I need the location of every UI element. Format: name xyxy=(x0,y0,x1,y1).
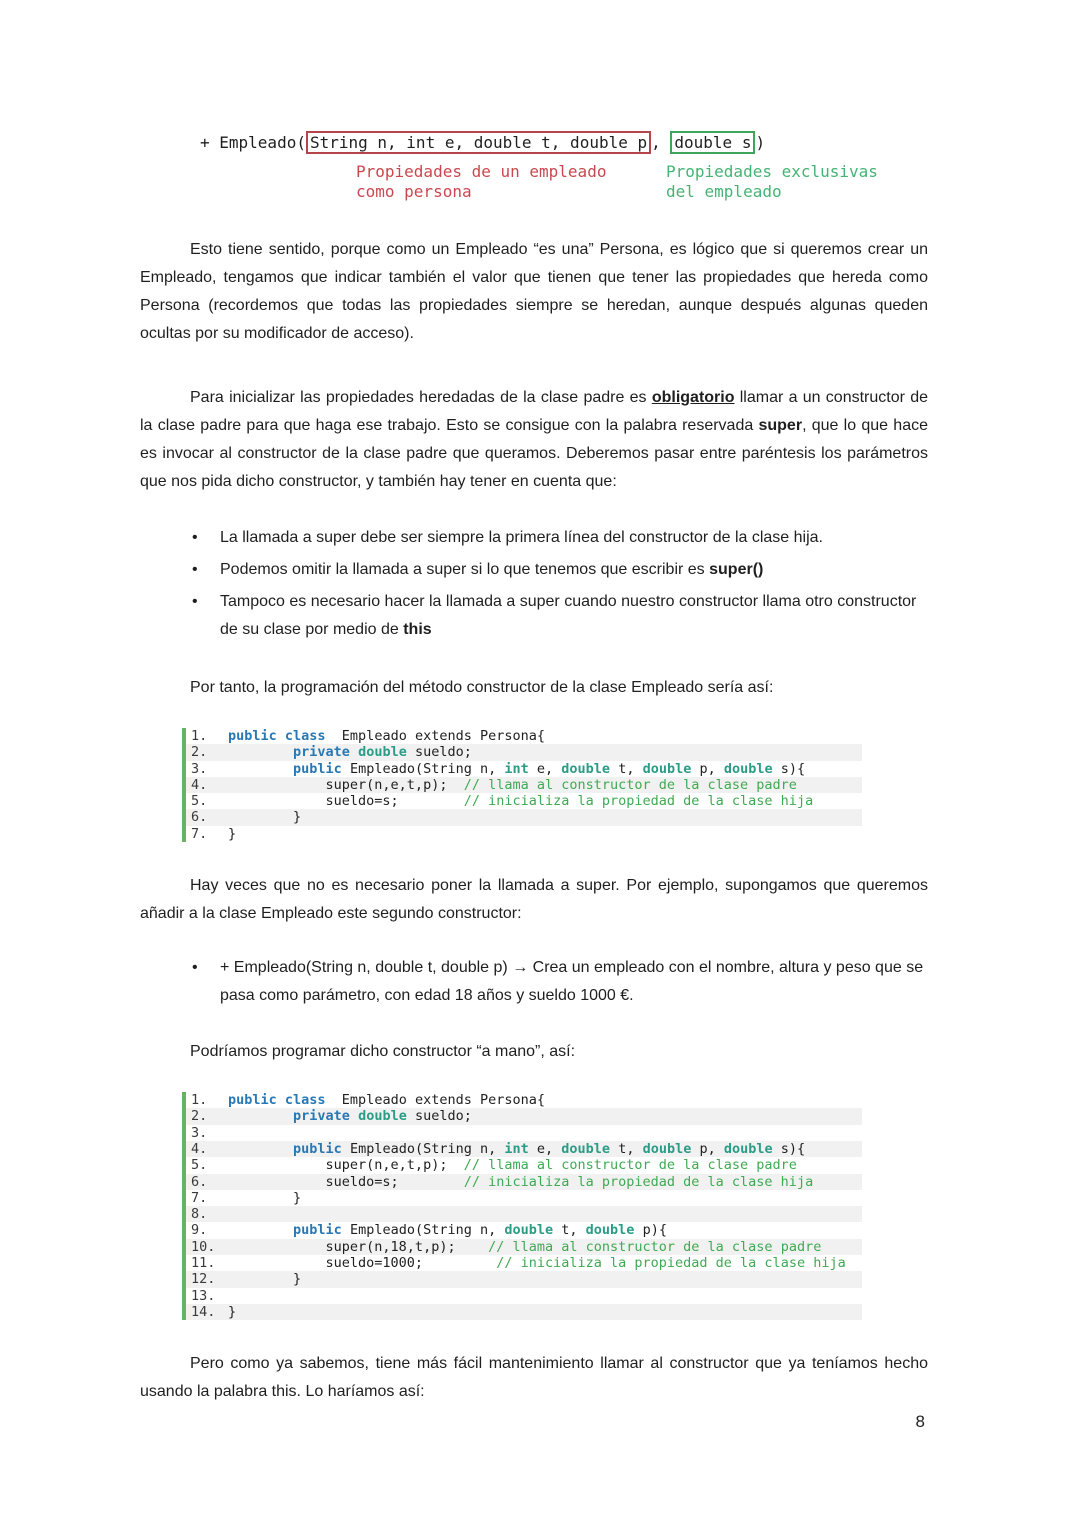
text-segment: → xyxy=(512,959,529,977)
red-annotation-line2: como persona xyxy=(356,182,472,201)
line-number: 3. xyxy=(191,1124,208,1141)
code-line xyxy=(186,793,862,809)
signature-suffix: ) xyxy=(755,133,766,152)
line-number: 13. xyxy=(191,1287,216,1304)
code-text: private double sueldo; xyxy=(293,744,472,761)
text-segment: super() xyxy=(709,561,764,578)
line-number: 2. xyxy=(191,744,208,761)
code-line xyxy=(186,777,862,793)
line-number: 7. xyxy=(191,825,208,842)
line-number: 5. xyxy=(191,793,208,810)
text-segment: llamar a un constructor de la clase padre para que haga ese trabajo. Esto se consigue con la palabra reservada xyxy=(140,389,929,434)
code-text xyxy=(228,1206,862,1222)
code-text: super(n,18,t,p); // llama al constructor de la clase padre xyxy=(228,1238,822,1255)
line-number: 8. xyxy=(191,1206,208,1223)
paragraph-por-tanto xyxy=(140,674,928,702)
red-annotation-line1: Propiedades de un empleado xyxy=(356,162,607,181)
line-number: 6. xyxy=(191,809,208,826)
code-line xyxy=(186,1271,862,1287)
code-text: } xyxy=(228,825,237,842)
text-segment: Hay veces que no es necesario poner la llamada a super. Por ejemplo, supongamos que queremos añadir a la clase Empleado este segundo constructor: xyxy=(140,877,928,923)
text-segment: Tampoco es necesario hacer la llamada a super cuando nuestro constructor llama otro constructor de su clase por medio de xyxy=(220,593,917,638)
code-text: super(n,e,t,p); // llama al constructor de la clase padre xyxy=(228,776,797,793)
bullet-item-primera-linea xyxy=(190,524,928,552)
code-line xyxy=(186,761,862,777)
text-segment: Crea un empleado con el nombre, altura y peso que se pasa como parámetro, con edad 18 años y sueldo 1000 €. xyxy=(220,959,924,1005)
code-text: sueldo=s; // inicializa la propiedad de la clase hija xyxy=(228,793,814,810)
line-number: 5. xyxy=(191,1157,208,1174)
second-constructor-list xyxy=(190,954,928,1010)
text-segment: obligatorio xyxy=(651,389,735,406)
code-line xyxy=(186,826,862,842)
code-text: } xyxy=(228,1271,302,1288)
code-line xyxy=(186,744,862,760)
code-text: sueldo=1000; // inicializa la propiedad de la clase hija xyxy=(228,1255,846,1272)
line-number: 4. xyxy=(191,1140,208,1157)
line-number: 1. xyxy=(191,728,208,744)
bullet-item-segundo-constructor xyxy=(190,954,928,1010)
code-text: public class Empleado extends Persona{ xyxy=(228,728,545,744)
code-line xyxy=(186,1157,862,1173)
line-number: 1. xyxy=(191,1092,208,1109)
code-text: public Empleado(String n, int e, double t, double p, double s){ xyxy=(293,1140,806,1157)
text-segment: super xyxy=(758,417,803,434)
code-line xyxy=(186,1125,862,1141)
signature-separator: , xyxy=(651,133,671,152)
line-number: 3. xyxy=(191,760,208,777)
code-block-constructor-super xyxy=(182,728,862,842)
code-text: } xyxy=(228,1189,302,1206)
text-segment: Por tanto, la programación del método constructor de la clase Empleado sería así: xyxy=(190,679,774,696)
bullet-item-omitir-super xyxy=(190,556,928,584)
text-segment: Podemos omitir la llamada a super si lo que tenemos que escribir es xyxy=(220,561,710,578)
code-text: private double sueldo; xyxy=(293,1108,472,1125)
paragraph-super-obligatorio xyxy=(140,384,928,496)
code-line xyxy=(186,1288,862,1304)
line-number: 11. xyxy=(191,1255,216,1272)
code-line xyxy=(186,1206,862,1222)
paragraph-a-mano xyxy=(140,1038,928,1066)
code-line xyxy=(186,1174,862,1190)
code-line xyxy=(186,1239,862,1255)
text-segment: + Empleado(String n, double t, double p) xyxy=(220,959,513,977)
line-number: 2. xyxy=(191,1108,208,1125)
line-number: 14. xyxy=(191,1303,216,1320)
code-line xyxy=(186,1190,862,1206)
text-segment: , que lo que hace es invocar al constructor de la clase padre que queramos. Deberemos pasar entre paréntesis los parámetros que nos pida dicho constructor, y también hay tener en cuenta que: xyxy=(140,417,928,490)
inherited-params-red-box: String n, int e, double t, double p xyxy=(306,131,651,154)
line-number: 9. xyxy=(191,1222,208,1239)
text-segment: this xyxy=(403,621,432,638)
line-number: 7. xyxy=(191,1189,208,1206)
method-signature xyxy=(200,132,928,154)
code-line xyxy=(186,728,862,744)
line-number: 6. xyxy=(191,1173,208,1190)
text-segment: Para inicializar las propiedades heredadas de la clase padre es xyxy=(190,389,652,406)
page-number: 8 xyxy=(915,1412,925,1431)
code-line xyxy=(186,1108,862,1124)
paragraph-es-una-persona xyxy=(140,236,928,348)
code-text: super(n,e,t,p); // llama al constructor de la clase padre xyxy=(228,1157,797,1174)
code-line xyxy=(186,1141,862,1157)
code-text xyxy=(228,1288,862,1304)
line-number: 4. xyxy=(191,776,208,793)
code-line xyxy=(186,1222,862,1238)
text-segment: Podríamos programar dicho constructor “a mano”, así: xyxy=(190,1043,576,1061)
code-text: public Empleado(String n, double t, double p){ xyxy=(293,1222,667,1239)
green-annotation-line2: del empleado xyxy=(666,182,782,201)
text-segment: La llamada a super debe ser siempre la primera línea del constructor de la clase hija. xyxy=(220,529,823,546)
code-text: } xyxy=(228,809,302,826)
signature-annotations xyxy=(356,162,928,202)
paragraph-mantenimiento-this xyxy=(140,1350,928,1406)
code-text: } xyxy=(228,1303,237,1320)
text-segment: Esto tiene sentido, porque como un Empleado “es una” Persona, es lógico que si queremos crear un Empleado, tengamos que indicar también el valor que tienen que tener las propiedades que hereda como Persona (recordemos que todas las propiedades siempre se heredan, aunque después algunas queden ocultas por su modificador de acceso). xyxy=(140,241,928,342)
green-annotation xyxy=(666,162,878,202)
text-segment: Pero como ya sabemos, tiene más fácil mantenimiento llamar al constructor que ya teníamos hecho usando la palabra this. Lo haríamos así: xyxy=(140,1355,928,1401)
line-number: 12. xyxy=(191,1271,216,1288)
paragraph-hay-veces xyxy=(140,872,928,928)
code-text: public class Empleado extends Persona{ xyxy=(228,1092,545,1109)
red-annotation xyxy=(356,162,666,202)
signature-prefix: + Empleado( xyxy=(200,133,306,152)
own-param-green-box: double s xyxy=(670,131,755,154)
code-text xyxy=(228,1125,862,1141)
code-text: sueldo=s; // inicializa la propiedad de la clase hija xyxy=(228,1173,814,1190)
code-line xyxy=(186,1304,862,1320)
code-text: public Empleado(String n, int e, double t, double p, double s){ xyxy=(293,760,806,777)
code-line xyxy=(186,1092,862,1108)
super-rules-list xyxy=(190,524,928,644)
bullet-item-this xyxy=(190,588,928,644)
code-block-dos-constructores xyxy=(182,1092,862,1320)
code-line xyxy=(186,809,862,825)
line-number: 10. xyxy=(191,1238,216,1255)
code-line xyxy=(186,1255,862,1271)
green-annotation-line1: Propiedades exclusivas xyxy=(666,162,878,181)
